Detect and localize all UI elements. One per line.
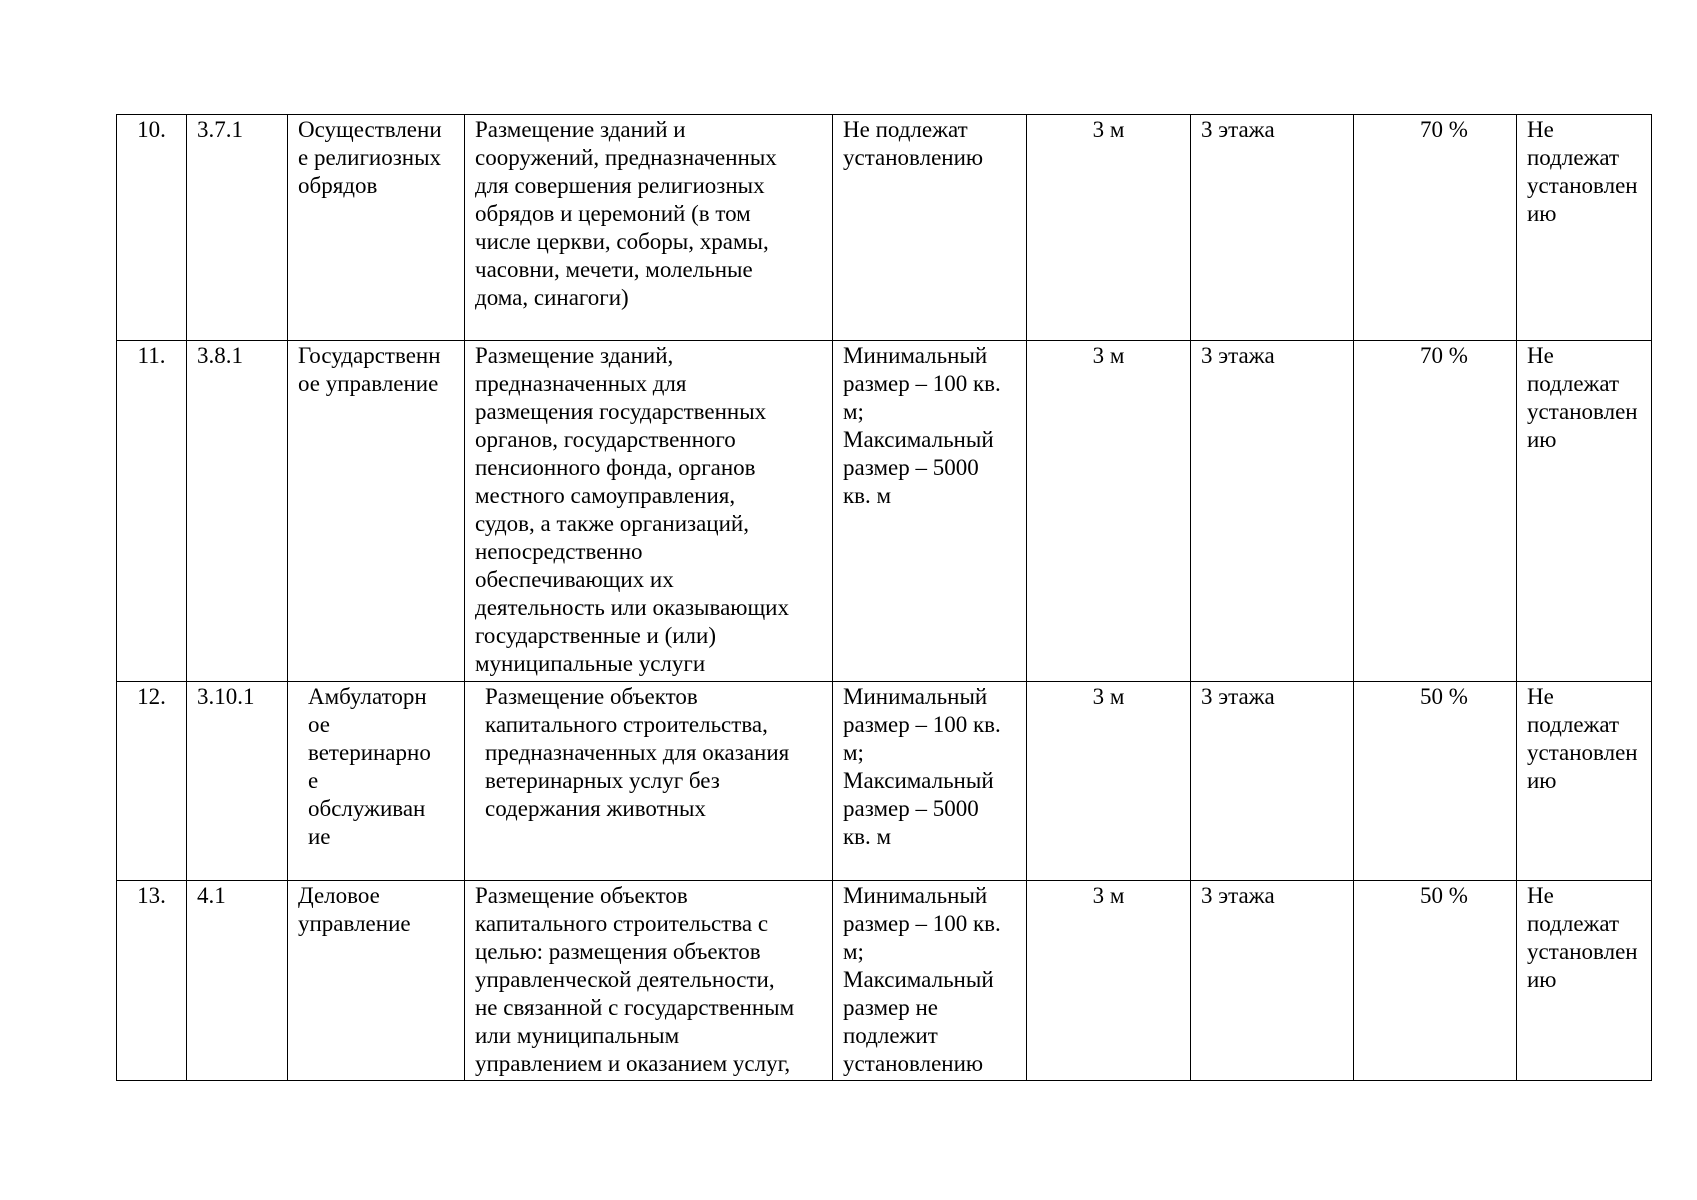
row-description-line: для совершения религиозных <box>475 173 765 198</box>
row-description-line: сооружений, предназначенных <box>475 145 777 170</box>
row-setback-cell <box>1027 341 1191 682</box>
row-name-line: Осуществлени <box>298 117 442 142</box>
row-other-cell <box>1517 682 1652 881</box>
row-other-line: ию <box>1527 768 1557 793</box>
row-plot-size-line: м; <box>843 939 864 964</box>
row-description-line: государственные и (или) <box>475 623 716 648</box>
row-description-line: органов, государственного <box>475 427 736 452</box>
row-description-line: Размещение объектов <box>475 883 688 908</box>
row-plot-size-line: размер – 5000 <box>843 455 979 480</box>
row-number: 12. <box>137 684 166 709</box>
row-description-line: непосредственно <box>475 539 643 564</box>
row-description-line: содержания животных <box>485 796 706 821</box>
land-use-table <box>116 114 1652 1081</box>
row-description-cell <box>465 341 833 682</box>
row-name-line: ое <box>308 712 330 737</box>
row-code: 3.8.1 <box>197 343 243 368</box>
row-code-cell <box>187 341 288 682</box>
table-row <box>117 341 1652 682</box>
row-plot-size-line: размер не <box>843 995 938 1020</box>
row-other-line: установлен <box>1527 939 1638 964</box>
row-description-line: капитального строительства с <box>475 911 769 936</box>
row-plot-size-line: кв. м <box>843 483 892 508</box>
table-row <box>117 881 1652 1081</box>
row-plot-size-line: Минимальный <box>843 684 988 709</box>
row-description-line: муниципальные услуги <box>475 651 706 676</box>
row-floors: 3 этажа <box>1201 343 1275 368</box>
row-coverage: 50 % <box>1420 684 1468 709</box>
row-floors: 3 этажа <box>1201 117 1275 142</box>
row-other-line: подлежат <box>1527 911 1620 936</box>
row-number-cell <box>117 881 187 1081</box>
row-other-line: Не <box>1527 684 1554 709</box>
row-name-line: ое управление <box>298 371 439 396</box>
row-description-line: размещения государственных <box>475 399 767 424</box>
row-number: 13. <box>137 883 166 908</box>
row-other-line: подлежат <box>1527 371 1620 396</box>
row-other-line: установлен <box>1527 173 1638 198</box>
row-code-cell <box>187 682 288 881</box>
row-description-line: не связанной с государственным <box>475 995 795 1020</box>
row-description-line: дома, синагоги) <box>475 285 629 310</box>
row-number: 11. <box>137 343 166 368</box>
row-plot-size-line: размер – 100 кв. <box>843 911 1001 936</box>
row-description-line: судов, а также организаций, <box>475 511 749 536</box>
row-description-line: предназначенных для <box>475 371 687 396</box>
row-coverage-cell <box>1354 682 1517 881</box>
row-description-line: обеспечивающих их <box>475 567 674 592</box>
row-name-line: обрядов <box>298 173 378 198</box>
row-number-cell <box>117 115 187 341</box>
row-coverage-cell <box>1354 881 1517 1081</box>
row-plot-size-line: установлению <box>843 145 984 170</box>
row-coverage: 50 % <box>1420 883 1468 908</box>
row-coverage-cell <box>1354 341 1517 682</box>
row-name-line: управление <box>298 911 411 936</box>
row-plot-size-line: Максимальный <box>843 427 994 452</box>
row-description-line: деятельность или оказывающих <box>475 595 789 620</box>
row-plot-size-line: Максимальный <box>843 768 994 793</box>
row-number-cell <box>117 682 187 881</box>
row-other-line: ию <box>1527 427 1557 452</box>
row-coverage: 70 % <box>1420 343 1468 368</box>
row-description-line: капитального строительства, <box>485 712 768 737</box>
row-other-line: установлен <box>1527 399 1638 424</box>
row-plot-size-line: м; <box>843 740 864 765</box>
row-plot-size-cell <box>833 881 1027 1081</box>
row-code-cell <box>187 881 288 1081</box>
row-setback-cell <box>1027 682 1191 881</box>
row-name-line: ие <box>308 824 331 849</box>
row-setback: 3 м <box>1092 343 1125 368</box>
row-description-line: целью: размещения объектов <box>475 939 761 964</box>
row-name-line: Государственн <box>298 343 441 368</box>
row-plot-size-line: Минимальный <box>843 883 988 908</box>
row-other-line: Не <box>1527 343 1554 368</box>
row-floors-cell <box>1191 881 1354 1081</box>
row-description-line: управлением и оказанием услуг, <box>475 1051 791 1076</box>
row-plot-size-line: Максимальный <box>843 967 994 992</box>
row-plot-size-line: м; <box>843 399 864 424</box>
row-description-line: Размещение зданий, <box>475 343 674 368</box>
row-code: 3.7.1 <box>197 117 243 142</box>
row-plot-size-cell <box>833 115 1027 341</box>
row-name-line: ветеринарно <box>308 740 431 765</box>
row-other-line: подлежат <box>1527 712 1620 737</box>
row-plot-size-line: подлежит <box>843 1023 938 1048</box>
row-setback: 3 м <box>1092 684 1125 709</box>
row-plot-size-cell <box>833 682 1027 881</box>
row-name-cell <box>288 682 465 881</box>
row-description-line: числе церкви, соборы, храмы, <box>475 229 769 254</box>
row-setback-cell <box>1027 115 1191 341</box>
row-name-line: обслуживан <box>308 796 426 821</box>
row-description-line: предназначенных для оказания <box>485 740 790 765</box>
row-other-line: подлежат <box>1527 145 1620 170</box>
row-description-cell <box>465 881 833 1081</box>
row-plot-size-line: Не подлежат <box>843 117 968 142</box>
row-description-cell <box>465 682 833 881</box>
row-other-cell <box>1517 115 1652 341</box>
row-coverage-cell <box>1354 115 1517 341</box>
row-coverage: 70 % <box>1420 117 1468 142</box>
row-plot-size-line: размер – 100 кв. <box>843 371 1001 396</box>
row-description-line: или муниципальным <box>475 1023 680 1048</box>
row-other-line: ию <box>1527 201 1557 226</box>
row-other-line: ию <box>1527 967 1557 992</box>
row-description-line: Размещение зданий и <box>475 117 686 142</box>
row-number-cell <box>117 341 187 682</box>
row-description-line: пенсионного фонда, органов <box>475 455 756 480</box>
row-other-line: Не <box>1527 883 1554 908</box>
row-description-line: обрядов и церемоний (в том <box>475 201 751 226</box>
row-floors-cell <box>1191 341 1354 682</box>
row-name-line: е <box>308 768 319 793</box>
row-code-cell <box>187 115 288 341</box>
row-name-cell <box>288 115 465 341</box>
row-code: 3.10.1 <box>197 684 255 709</box>
row-description-line: часовни, мечети, молельные <box>475 257 753 282</box>
row-plot-size-line: размер – 100 кв. <box>843 712 1001 737</box>
row-number: 10. <box>137 117 166 142</box>
row-other-cell <box>1517 881 1652 1081</box>
row-description-cell <box>465 115 833 341</box>
row-floors: 3 этажа <box>1201 883 1275 908</box>
table-row <box>117 682 1652 881</box>
row-name-cell <box>288 881 465 1081</box>
row-floors-cell <box>1191 115 1354 341</box>
row-plot-size-line: установлению <box>843 1051 984 1076</box>
table-row <box>117 115 1652 341</box>
row-setback: 3 м <box>1092 117 1125 142</box>
row-plot-size-line: Минимальный <box>843 343 988 368</box>
row-plot-size-cell <box>833 341 1027 682</box>
row-other-line: установлен <box>1527 740 1638 765</box>
row-description-line: управленческой деятельности, <box>475 967 775 992</box>
row-floors: 3 этажа <box>1201 684 1275 709</box>
row-description-line: местного самоуправления, <box>475 483 736 508</box>
row-description-line: ветеринарных услуг без <box>485 768 720 793</box>
row-name-line: е религиозных <box>298 145 442 170</box>
row-floors-cell <box>1191 682 1354 881</box>
row-description-line: Размещение объектов <box>485 684 698 709</box>
row-name-line: Амбулаторн <box>308 684 427 709</box>
row-other-line: Не <box>1527 117 1554 142</box>
row-setback-cell <box>1027 881 1191 1081</box>
row-plot-size-line: кв. м <box>843 824 892 849</box>
row-plot-size-line: размер – 5000 <box>843 796 979 821</box>
row-setback: 3 м <box>1092 883 1125 908</box>
row-name-line: Деловое <box>298 883 380 908</box>
row-other-cell <box>1517 341 1652 682</box>
row-code: 4.1 <box>197 883 226 908</box>
row-name-cell <box>288 341 465 682</box>
